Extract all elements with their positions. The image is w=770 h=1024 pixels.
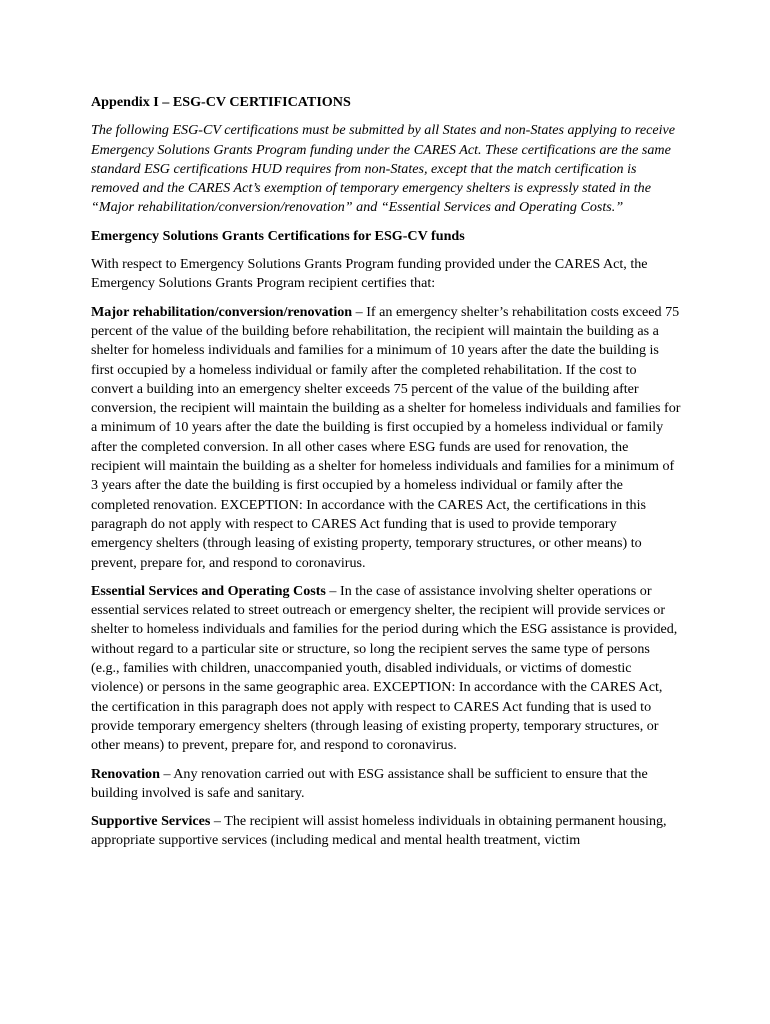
- intro-paragraph: The following ESG-CV certifications must be submitted by all States and non-States applying to receive Emergency Solutions Grants Program funding under the CARES Act. These certifications are the same standard ESG certifications HUD requires from non-States, except that the match certification is removed and the CARES Act’s exemption of temporary emergency shelters is expressly stated in the “Major rehabilitation/conversion/renovation” and “Essential Services and Operating Costs.”: [91, 122, 676, 216]
- section-major-rehabilitation: [91, 303, 681, 573]
- section-text: – Any renovation carried out with ESG assistance shall be sufficient to ensure that the building involved is safe and sanitary.: [91, 765, 648, 801]
- certifications-subheading: Emergency Solutions Grants Certifications for ESG-CV funds: [91, 227, 465, 244]
- section-renovation: [91, 765, 681, 804]
- section-term: Supportive Services: [91, 813, 211, 830]
- section-text: – The recipient will assist homeless individuals in obtaining permanent housing, appropriate supportive services (including medical and mental health treatment, victim: [91, 813, 667, 849]
- appendix-heading: Appendix I – ESG-CV CERTIFICATIONS: [91, 94, 351, 110]
- document-page: [91, 93, 681, 860]
- section-text: – If an emergency shelter’s rehabilitation costs exceed 75 percent of the value of the building before rehabilitation, the recipient will maintain the building as a shelter for homeless individuals and families for a minimum of 10 years after the date the building is first occupied by a homeless individual or family after the completed rehabilitation. If the cost to convert a building into an emergency shelter exceeds 75 percent of the value of the building after conversion, the recipient will maintain the building as a shelter for homeless individuals and families for a minimum of 10 years after the date the building is first occupied by a homeless individual or family after the completed conversion. In all other cases where ESG funds are used for renovation, the recipient will maintain the building as a shelter for homeless individuals and families for a minimum of 3 years after the date the building is first occupied by a homeless individual or family after the completed renovation. EXCEPTION: In accordance with the CARES Act, the certifications in this paragraph do not apply with respect to CARES Act funding that is used to provide temporary emergency shelters (through leasing of existing property, temporary structures, or other means) to prevent, prepare for, and respond to coronavirus.: [91, 303, 681, 571]
- lead-paragraph: With respect to Emergency Solutions Grants Program funding provided under the CARES Act, the Emergency Solutions Grants Program recipient certifies that:: [91, 256, 648, 292]
- section-term: Essential Services and Operating Costs: [91, 582, 326, 599]
- section-essential-services: [91, 582, 681, 756]
- section-term: Renovation: [91, 765, 160, 782]
- section-term: Major rehabilitation/conversion/renovation: [91, 303, 353, 320]
- section-supportive-services: [91, 812, 681, 851]
- section-text: – In the case of assistance involving shelter operations or essential services related to street outreach or emergency shelter, the recipient will provide services or shelter to homeless individuals and families for the period during which the ESG assistance is provided, without regard to a particular site or structure, so long the recipient serves the same type of persons (e.g., families with children, unaccompanied youth, disabled individuals, or victims of domestic violence) or persons in the same geographic area. EXCEPTION: In accordance with the CARES Act, the certification in this paragraph does not apply with respect to CARES Act funding that is used to provide temporary emergency shelters (through leasing of existing property, temporary structures, or other means) to prevent, prepare for, and respond to coronavirus.: [91, 582, 678, 754]
